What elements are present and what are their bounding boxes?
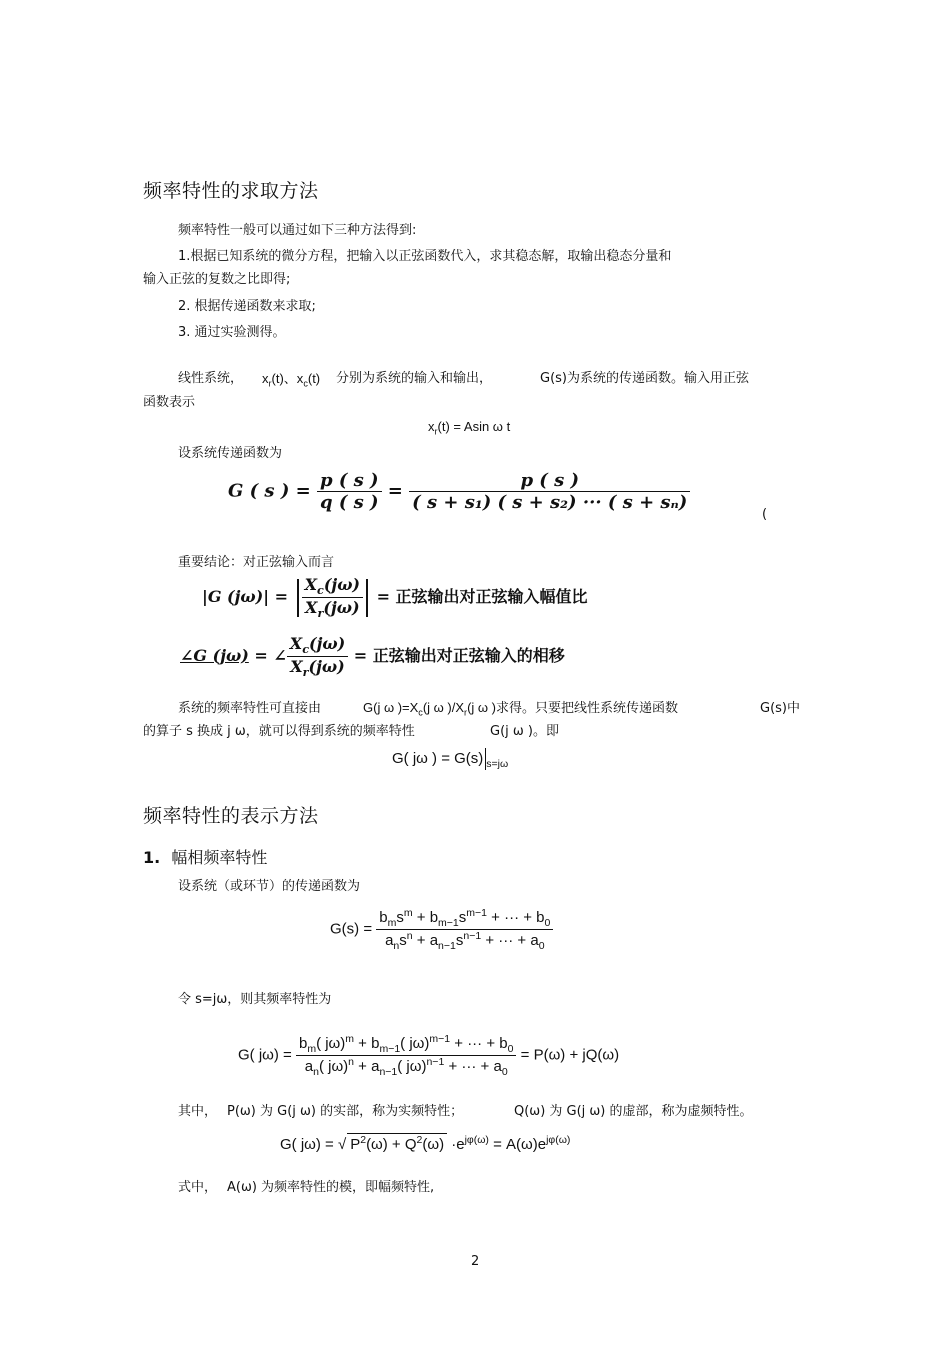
phase-fraction: $\frac{X_c(j\omega)}{X_r(j\omega)}$ (287, 634, 348, 679)
direct-line2-a: 的算子 s 换成 j ω，就可以得到系统的频率特性 (143, 724, 415, 739)
subsection-number: 1. (143, 848, 161, 867)
phase-label: = 正弦输出对正弦输入的相移 (353, 646, 565, 666)
input-sine-equation: $x_r(t) = Asin$ ω t (428, 419, 511, 437)
polynomial-fraction: $\frac{b_ms^m + b_{m-1}s^{m-1} + \cdot\cdot\cdot + b_0}{a_ns^n + a_{n-1}s^{n-1} + \cdot\cdot\cdot + a_0}$ (376, 907, 553, 952)
subsection-heading (143, 845, 267, 868)
substitution-condition: s=jω (486, 757, 509, 770)
paren-mark: ( (762, 507, 768, 522)
direct-line2-b: G(j ω )。即 (490, 724, 559, 739)
polynomial-tf-formula: G(s) = $\frac{b_ms^m + b_{m-1}s^{m-1} + \cdot\cdot\cdot + b_0}{a_ns^n + a_{n-1}s^{n-1} + \cdot\cdot\cdot + a_0}$ (330, 907, 553, 952)
magnitude-formula: |G (jω)| = $\frac{X_c(j\omega)}{X_r(j\omega)}$ = 正弦输出对正弦输入幅值比 (202, 575, 588, 621)
tf-fraction-2 (409, 470, 690, 513)
direct-line1-a: 系统的频率特性可直接由 (178, 701, 322, 716)
direct-g: G(j ω )=X (363, 700, 419, 715)
method-3: 3. 通过实验测得。 (178, 325, 286, 340)
direct-line1-formula: G(j ω )$=X_c(j$ ω )$/X_r(j$ ω )求得。只要把线性系统传递函数 (363, 700, 678, 718)
let-s-jw: 令 s=jω，则其频率特性为 (178, 992, 332, 1007)
linear-system-label: 线性系统， (178, 371, 244, 386)
imag-part-text: Q(ω) 为 G(j ω) 的虚部，称为虚频特性。 (514, 1104, 753, 1119)
modulus-label: 式中， (178, 1180, 218, 1195)
substitution-lhs: G( jω ) = G(s) (392, 749, 484, 767)
direct-xr: (j ω )求得。只要把线性系统传递函数 (467, 700, 678, 715)
important-conclusion: 重要结论：对正弦输入而言 (178, 555, 335, 570)
where-label: 其中， (178, 1104, 218, 1119)
phase-formula: ∠G (jω) = ∠ $\frac{X_c(j\omega)}{X_r(j\omega)}$ = 正弦输出对正弦输入的相移 (180, 634, 565, 680)
direct-xc: (j ω )/X (422, 700, 465, 715)
tf-denominator: q ( s ) (319, 492, 379, 513)
io-symbols: $x_r(t)$、$x_c(t)$ (262, 371, 321, 389)
method-1-line-1: 1.根据已知系统的微分方程，把输入以正弦函数代入，求其稳态解，取输出稳态分量和 (178, 249, 672, 264)
tf-factored-denominator: ( s + s₁) ( s + s₂) ··· ( s + sₙ) (412, 492, 688, 513)
tf-numerator-2: p ( s ) (409, 470, 690, 492)
linear-system-tf: G(s)为系统的传递函数。输入用正弦 (540, 371, 749, 386)
substitution-equation (392, 748, 508, 770)
magnitude-label: = 正弦输出对正弦输入幅值比 (376, 587, 588, 607)
subsection-title: 幅相频率特性 (171, 848, 268, 867)
frequency-response-formula: G( jω) = $\frac{b_m( j\omega)^m + b_{m-1}( j\omega)^{m-1} + \cdot\cdot\cdot + b_0}{a_n( j\omega)^n + a_{n-1}( j\omega)^{n-1} + \cdot\cdot\cdot + a_0}$ = P(ω) + jQ(ω) (238, 1033, 620, 1078)
linear-system-io: 分别为系统的输入和输出， (336, 371, 493, 386)
method-2: 2. 根据传递函数来求取; (178, 299, 316, 314)
section2-tf-intro: 设系统（或环节）的传递函数为 (178, 879, 361, 894)
abs-bar-left (297, 579, 299, 617)
page-number: 2 (471, 1254, 480, 1269)
input-sine-rhs: = Asin ω t (453, 419, 511, 434)
abs-bar-right (366, 579, 368, 617)
tf-fraction-1 (317, 470, 382, 513)
real-part-text: P(ω) 为 G(j ω) 的实部，称为实频特性； (227, 1104, 464, 1119)
direct-line1-e: G(s)中 (760, 701, 800, 716)
modulus-text: A(ω) 为频率特性的模，即幅频特性, (227, 1180, 435, 1195)
tf-numerator: p ( s ) (317, 470, 382, 492)
tf-intro: 设系统传递函数为 (178, 446, 283, 461)
section-title-method: 频率特性的求取方法 (143, 180, 319, 202)
polar-form-formula: G( jω) = √ $P^2(\omega) + Q^2(\omega) \cdot e^{j\varphi(\omega)} = A(\omega)e^{j\varphi(\omega)}$ (280, 1134, 571, 1153)
intro-text: 频率特性一般可以通过如下三种方法得到: (178, 223, 417, 238)
method-1-line-2: 输入正弦的复数之比即得; (143, 272, 291, 287)
transfer-function-formula: G ( s ) = $\frac{p ( s )}{q ( s )}$ = $\frac{p ( s )}{\text{( s + s₁) ( s + s₂) ··· ( s + sₙ)}}$ (228, 470, 690, 513)
magnitude-fraction: $\frac{X_c(j\omega)}{X_r(j\omega)}$ (302, 575, 363, 620)
freq-fraction: $\frac{b_m( j\omega)^m + b_{m-1}( j\omega)^{m-1} + \cdot\cdot\cdot + b_0}{a_n( j\omega)^n + a_{n-1}( j\omega)^{n-1} + \cdot\cdot\cdot + a_0}$ (296, 1033, 517, 1078)
linear-system-line2: 函数表示 (143, 395, 196, 410)
section-title-representation: 频率特性的表示方法 (143, 805, 319, 827)
